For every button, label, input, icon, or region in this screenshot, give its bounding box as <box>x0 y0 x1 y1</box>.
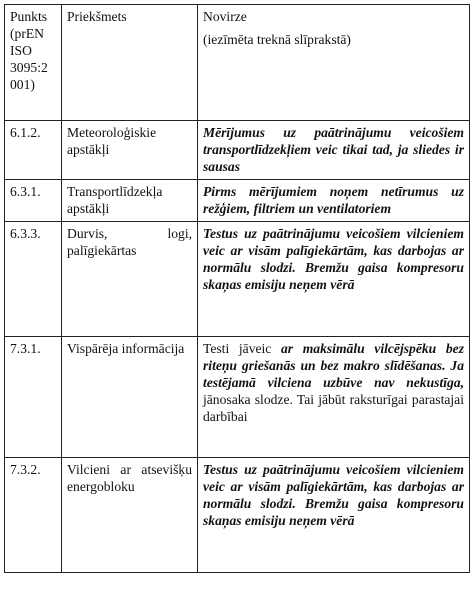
table-row <box>5 121 470 180</box>
header-punkts <box>5 5 62 121</box>
cell-deviation <box>198 121 470 180</box>
header-punkts-line: (prEN <box>10 26 44 41</box>
cell-subject: Vilcieni ar atsevišķu energobloku <box>62 458 198 573</box>
header-punkts-line: 3095:2 <box>10 60 48 75</box>
table-row <box>5 222 470 337</box>
cell-subject: Meteoroloģiskie apstākļi <box>62 121 198 180</box>
cell-subject: Durvis, logi, palīgiekārtas <box>62 222 198 337</box>
header-deviation <box>198 5 470 121</box>
cell-deviation <box>198 458 470 573</box>
cell-punkts: 7.3.1. <box>5 337 62 458</box>
header-punkts-line: 001) <box>10 77 35 92</box>
deviation-table <box>4 4 470 573</box>
cell-deviation <box>198 222 470 337</box>
table-row <box>5 337 470 458</box>
cell-punkts: 7.3.2. <box>5 458 62 573</box>
cell-subject: Transportlīdzekļa apstākļi <box>62 180 198 222</box>
cell-deviation <box>198 180 470 222</box>
table-row <box>5 458 470 573</box>
deviation-text-emphasis: ar maksimālu vilcējspēku bez riteņu griešanās un bez makro slīdēšanas. Ja testējamā vilciena uzbūve nav nekustīga, <box>203 341 464 390</box>
cell-punkts: 6.3.1. <box>5 180 62 222</box>
header-deviation-note: (iezīmēta treknā slīprakstā) <box>203 32 351 47</box>
cell-punkts: 6.1.2. <box>5 121 62 180</box>
deviation-text: Mērījumus uz paātrinājumu veicošiem transportlīdzekļiem veic tikai tad, ja sliedes ir sausas <box>203 125 464 174</box>
cell-subject: Vispārēja informācija <box>62 337 198 458</box>
deviation-text: Testus uz paātrinājumu veicošiem vilcieniem veic ar visām palīgiekārtām, kas darbojas ar normālu slodzi. Bremžu gaisa kompresoru skaņas emisiju neņem vērā <box>203 226 464 292</box>
header-subject: Priekšmets <box>62 5 198 121</box>
header-punkts-line: Punkts <box>10 9 48 24</box>
deviation-text: Pirms mērījumiem noņem netīrumus uz režģiem, filtriem un ventilatoriem <box>203 184 464 216</box>
cell-punkts: 6.3.3. <box>5 222 62 337</box>
table-row <box>5 180 470 222</box>
deviation-text: Testus uz paātrinājumu veicošiem vilcieniem veic ar visām palīgiekārtām, kas darbojas ar normālu slodzi. Bremžu gaisa kompresoru skaņas emisiju neņem vērā <box>203 462 464 528</box>
table-header-row <box>5 5 470 121</box>
header-punkts-line: ISO <box>10 43 32 58</box>
cell-deviation <box>198 337 470 458</box>
deviation-text: Testi jāveic <box>203 341 281 356</box>
deviation-text: jānosaka slodze. Tai jābūt raksturīgai parastajai darbībai <box>203 392 464 424</box>
header-deviation-title: Novirze <box>203 9 247 24</box>
